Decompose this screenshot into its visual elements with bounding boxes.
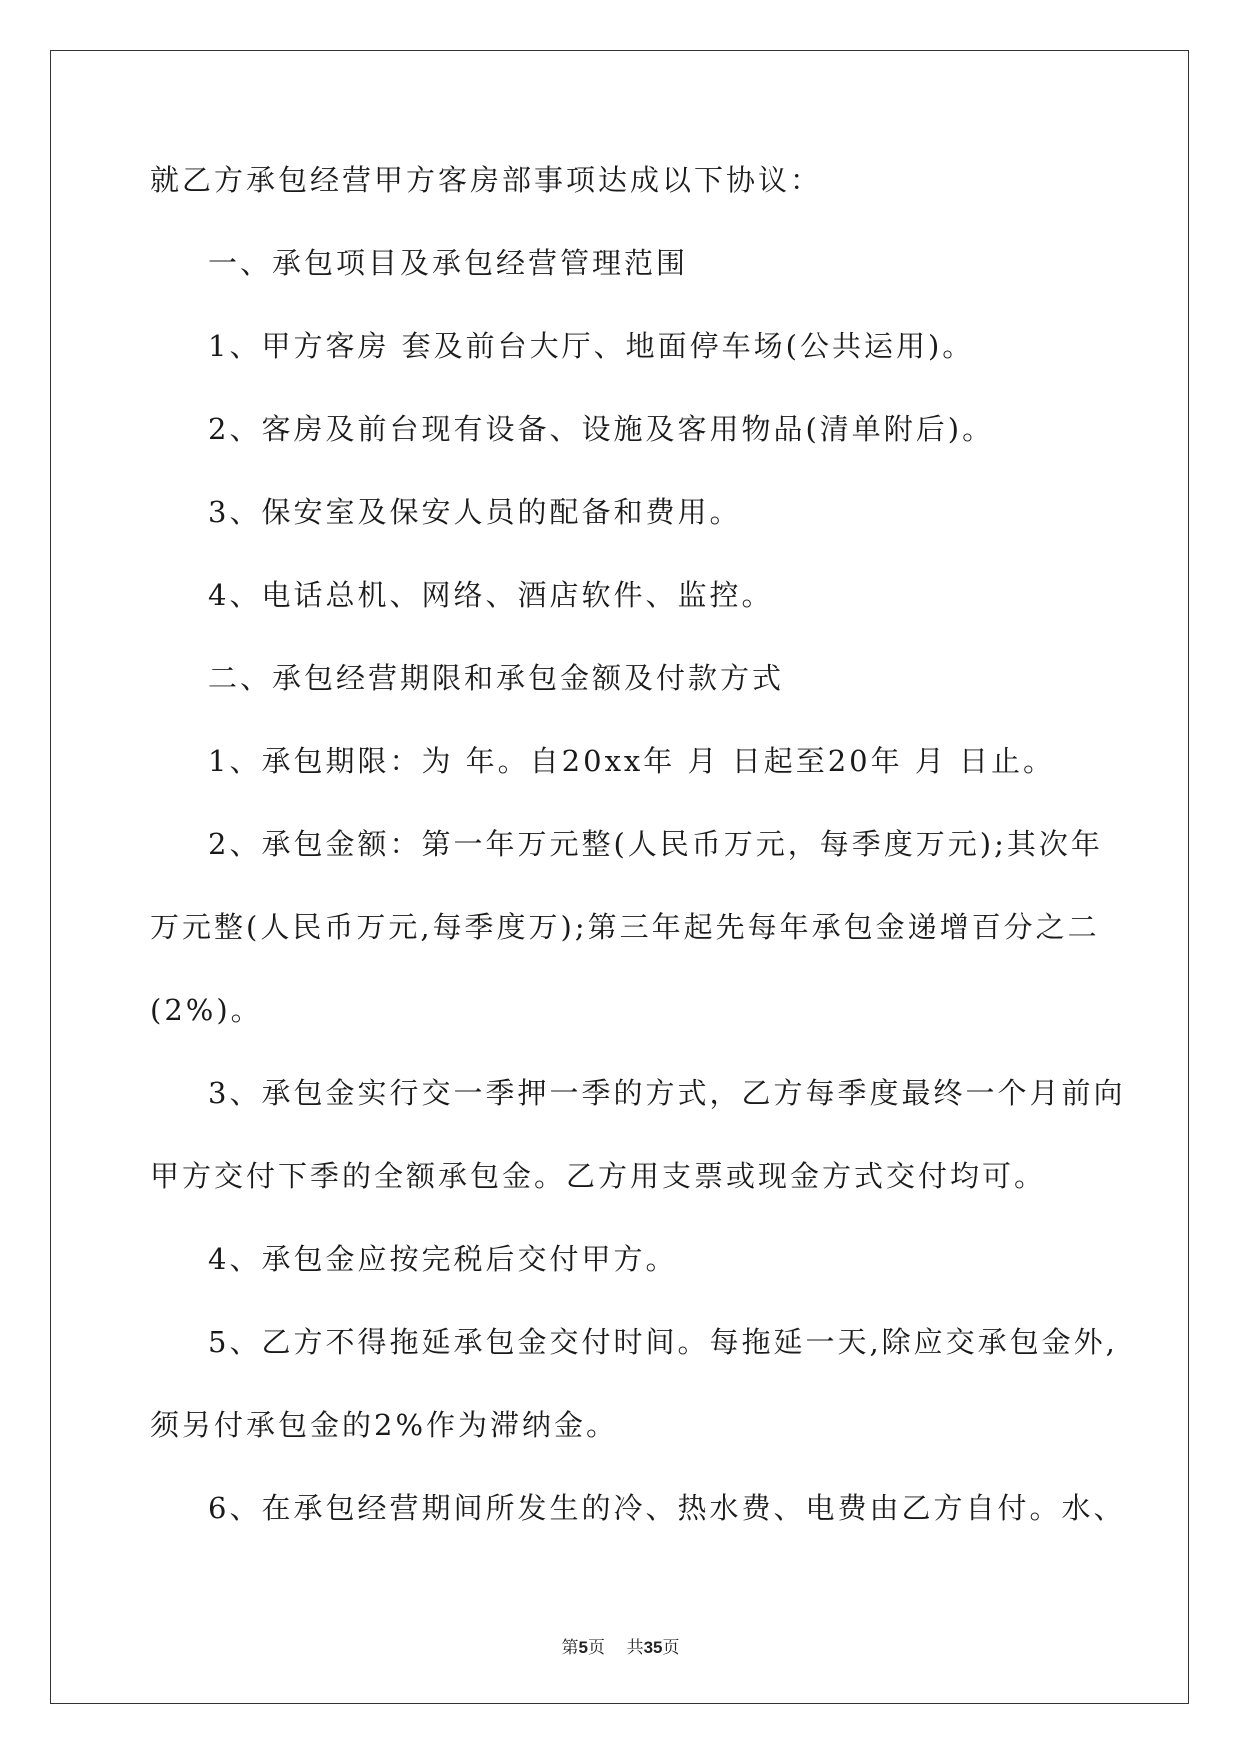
paragraph-line: 就乙方承包经营甲方客房部事项达成以下协议： bbox=[150, 163, 823, 197]
footer-total-prefix: 共 bbox=[626, 1638, 644, 1658]
list-item: 6、在承包经营期间所发生的冷、热水费、电费由乙方自付。水、 bbox=[208, 1491, 1126, 1525]
footer-total-suffix: 页 bbox=[662, 1638, 680, 1658]
paragraph-line: 万元整(人民币万元,每季度万);第三年起先每年承包金递增百分之二 bbox=[150, 910, 1100, 944]
list-item: 1、甲方客房 套及前台大厅、地面停车场(公共运用)。 bbox=[208, 329, 975, 363]
footer-prefix: 第 bbox=[561, 1638, 579, 1658]
list-item: 4、承包金应按完税后交付甲方。 bbox=[208, 1242, 678, 1276]
list-item: 3、承包金实行交一季押一季的方式，乙方每季度最终一个月前向 bbox=[208, 1076, 1126, 1110]
list-item: 2、客房及前台现有设备、设施及客用物品(清单附后)。 bbox=[208, 412, 995, 446]
page-footer bbox=[0, 1633, 1241, 1658]
paragraph-line: (2%)。 bbox=[150, 993, 263, 1027]
page-border bbox=[50, 50, 1189, 1704]
list-item: 2、承包金额：第一年万元整(人民币万元，每季度万元);其次年 bbox=[208, 827, 1103, 861]
section-heading: 二、承包经营期限和承包金额及付款方式 bbox=[208, 661, 785, 695]
list-item: 5、乙方不得拖延承包金交付时间。每拖延一天,除应交承包金外, bbox=[208, 1325, 1118, 1359]
paragraph-line: 甲方交付下季的全额承包金。乙方用支票或现金方式交付均可。 bbox=[150, 1159, 1047, 1193]
list-item: 1、承包期限：为 年。自20xx年 月 日起至20年 月 日止。 bbox=[208, 744, 1056, 778]
list-item: 3、保安室及保安人员的配备和费用。 bbox=[208, 495, 742, 529]
list-item: 4、电话总机、网络、酒店软件、监控。 bbox=[208, 578, 774, 612]
footer-page-suffix: 页 bbox=[587, 1638, 605, 1658]
page-number: 5 bbox=[578, 1638, 588, 1657]
total-pages: 35 bbox=[643, 1638, 663, 1657]
section-heading: 一、承包项目及承包经营管理范围 bbox=[208, 246, 689, 280]
paragraph-line: 须另付承包金的2%作为滞纳金。 bbox=[150, 1408, 619, 1442]
